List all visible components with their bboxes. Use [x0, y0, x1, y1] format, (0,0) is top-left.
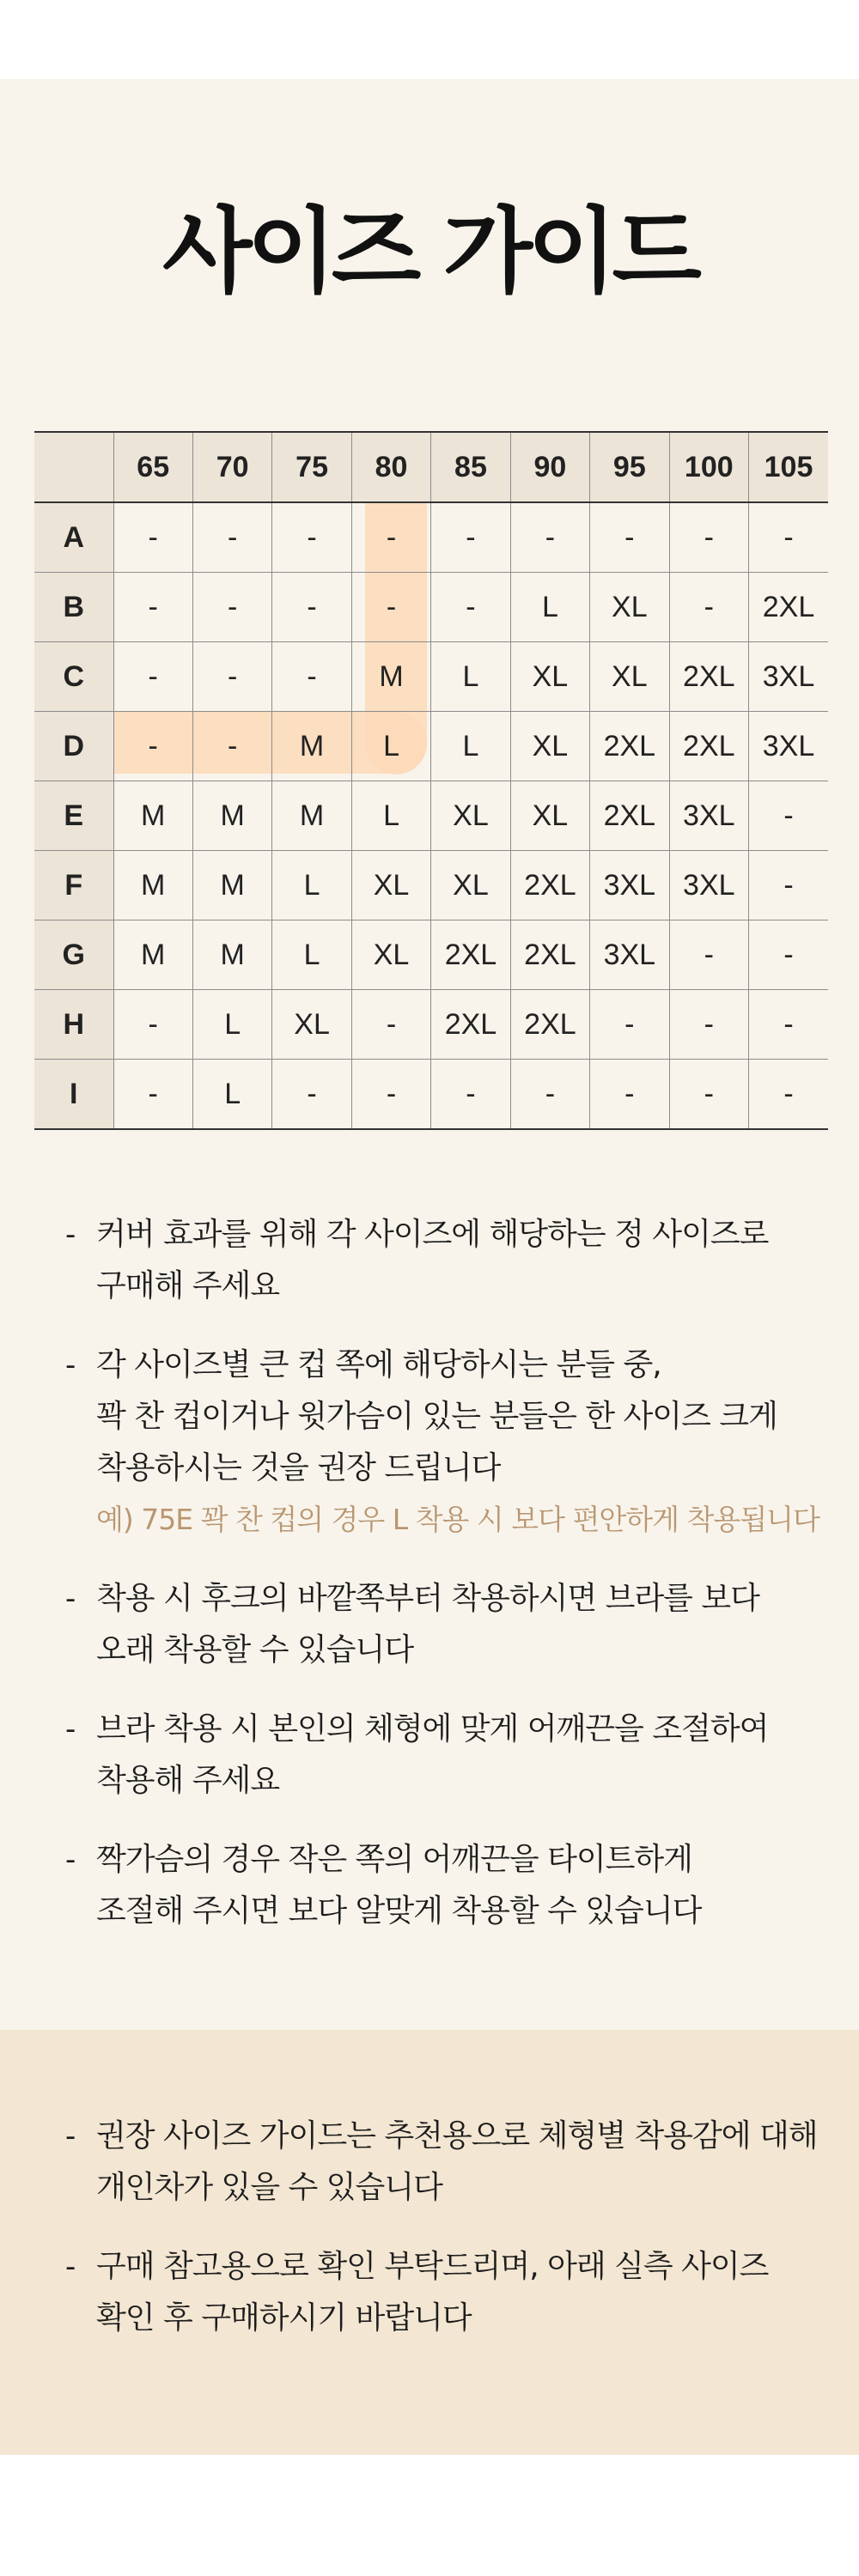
table-cell: XL	[590, 642, 669, 712]
bottom-spacer	[0, 2455, 859, 2576]
size-table-container	[34, 431, 828, 1130]
table-row	[34, 502, 828, 573]
table-cell: XL	[510, 781, 589, 851]
table-cell: -	[113, 502, 192, 573]
column-header: 65	[113, 432, 192, 502]
table-cell: XL	[590, 573, 669, 642]
table-cell: -	[510, 502, 589, 573]
table-cell: XL	[351, 851, 430, 920]
table-cell: XL	[510, 642, 589, 712]
table-row	[34, 712, 828, 781]
row-header: A	[34, 502, 113, 573]
column-header: 70	[192, 432, 271, 502]
table-row	[34, 990, 828, 1060]
table-cell: -	[113, 1060, 192, 1130]
row-header: B	[34, 573, 113, 642]
note-text: 개인차가 있을 수 있습니다	[96, 2170, 442, 2205]
table-body	[34, 502, 828, 1129]
note-item	[65, 1704, 821, 1807]
table-row	[34, 642, 828, 712]
table-cell: -	[669, 573, 748, 642]
table-cell: 2XL	[669, 712, 748, 781]
note-item	[65, 1209, 821, 1312]
note-text: 확인 후 구매하시기 바랍니다	[96, 2300, 472, 2336]
table-cell: M	[113, 920, 192, 990]
note-text: 착용하시는 것을 권장 드립니다	[96, 1450, 501, 1485]
table-cell: -	[590, 990, 669, 1060]
table-cell: -	[351, 990, 430, 1060]
note-text: 권장 사이즈 가이드는 추천용으로 체형별 착용감에 대해	[96, 2118, 818, 2154]
note-text: 오래 착용할 수 있습니다	[96, 1632, 414, 1668]
column-header: 95	[590, 432, 669, 502]
table-cell: 3XL	[669, 851, 748, 920]
table-cell: -	[510, 1060, 589, 1130]
note-text: 커버 효과를 위해 각 사이즈에 해당하는 정 사이즈로	[96, 1217, 769, 1252]
table-cell: 2XL	[431, 920, 510, 990]
table-cell: 2XL	[510, 920, 589, 990]
row-header: I	[34, 1060, 113, 1130]
table-cell: -	[272, 642, 351, 712]
table-cell: 2XL	[510, 851, 589, 920]
table-corner-cell	[34, 432, 113, 502]
table-cell: -	[669, 920, 748, 990]
row-header: D	[34, 712, 113, 781]
table-cell: -	[749, 990, 829, 1060]
table-cell: 2XL	[590, 712, 669, 781]
table-row	[34, 851, 828, 920]
table-cell: -	[669, 502, 748, 573]
table-cell: -	[113, 712, 192, 781]
table-cell: L	[351, 781, 430, 851]
table-cell: -	[192, 712, 271, 781]
table-cell: L	[192, 990, 271, 1060]
table-cell: 3XL	[749, 642, 829, 712]
table-cell: L	[351, 712, 430, 781]
table-cell: -	[431, 573, 510, 642]
table-cell: 2XL	[590, 781, 669, 851]
table-row	[34, 920, 828, 990]
row-header: C	[34, 642, 113, 712]
table-cell: 2XL	[749, 573, 829, 642]
table-cell: 2XL	[669, 642, 748, 712]
table-cell: M	[272, 781, 351, 851]
note-text: 구매 참고용으로 확인 부탁드리며, 아래 실측 사이즈	[96, 2249, 769, 2284]
table-cell: -	[749, 1060, 829, 1130]
dash-bullet: -	[65, 2250, 76, 2284]
table-cell: -	[113, 990, 192, 1060]
table-cell: M	[113, 781, 192, 851]
table-cell: 3XL	[590, 851, 669, 920]
note-text: 꽉 찬 컵이거나 윗가슴이 있는 분들은 한 사이즈 크게	[96, 1399, 777, 1434]
table-cell: -	[749, 502, 829, 573]
dash-bullet: -	[65, 2119, 76, 2154]
page-title: 사이즈 가이드	[162, 198, 697, 306]
note-text: 조절해 주시면 보다 알맞게 착용할 수 있습니다	[96, 1893, 702, 1929]
table-cell: 3XL	[749, 712, 829, 781]
table-cell: M	[272, 712, 351, 781]
table-cell: -	[192, 573, 271, 642]
table-cell: L	[431, 642, 510, 712]
fitting-notes	[65, 1209, 821, 1965]
dash-bullet: -	[65, 1348, 76, 1382]
note-text: 착용 시 후크의 바깥쪽부터 착용하시면 브라를 보다	[96, 1581, 759, 1616]
table-cell: L	[192, 1060, 271, 1130]
table-cell: 3XL	[590, 920, 669, 990]
table-cell: L	[272, 920, 351, 990]
table-cell: -	[272, 573, 351, 642]
table-cell: -	[590, 502, 669, 573]
table-cell: -	[590, 1060, 669, 1130]
table-cell: M	[113, 851, 192, 920]
column-header: 105	[749, 432, 829, 502]
table-cell: -	[192, 642, 271, 712]
table-cell: L	[431, 712, 510, 781]
table-cell: M	[192, 920, 271, 990]
table-cell: -	[192, 502, 271, 573]
note-item	[65, 2241, 821, 2344]
dash-bullet: -	[65, 1218, 76, 1252]
table-cell: -	[351, 1060, 430, 1130]
table-cell: -	[431, 502, 510, 573]
table-cell: -	[749, 920, 829, 990]
column-header: 80	[351, 432, 430, 502]
table-row	[34, 573, 828, 642]
table-cell: -	[351, 573, 430, 642]
note-text: 짝가슴의 경우 작은 쪽의 어깨끈을 타이트하게	[96, 1842, 692, 1877]
dash-bullet: -	[65, 1843, 76, 1877]
dash-bullet: -	[65, 1712, 76, 1747]
note-text: 구매해 주세요	[96, 1268, 280, 1303]
row-header: F	[34, 851, 113, 920]
table-cell: M	[192, 851, 271, 920]
table-header-row	[34, 432, 828, 502]
note-item	[65, 1573, 821, 1676]
note-text: 브라 착용 시 본인의 체형에 맞게 어깨끈을 조절하여	[96, 1711, 769, 1747]
table-cell: XL	[431, 781, 510, 851]
table-cell: L	[272, 851, 351, 920]
table-cell: XL	[431, 851, 510, 920]
note-item	[65, 2111, 821, 2214]
table-cell: 2XL	[510, 990, 589, 1060]
table-cell: -	[113, 642, 192, 712]
note-text: 착용해 주세요	[96, 1763, 280, 1798]
table-cell: -	[749, 781, 829, 851]
column-header: 85	[431, 432, 510, 502]
table-cell: -	[669, 990, 748, 1060]
table-cell: XL	[510, 712, 589, 781]
row-header: E	[34, 781, 113, 851]
dash-bullet: -	[65, 1582, 76, 1616]
note-example: 예) 75E 꽉 찬 컵의 경우 L 착용 시 보다 편안하게 착용됩니다	[96, 1503, 819, 1536]
table-cell: M	[351, 642, 430, 712]
table-cell: 3XL	[669, 781, 748, 851]
column-header: 75	[272, 432, 351, 502]
table-cell: -	[272, 1060, 351, 1130]
notice-notes	[65, 2111, 821, 2372]
table-row	[34, 781, 828, 851]
table-cell: -	[272, 502, 351, 573]
size-table	[34, 431, 828, 1130]
note-item	[65, 1340, 821, 1546]
table-cell: -	[749, 851, 829, 920]
table-cell: -	[431, 1060, 510, 1130]
table-cell: -	[669, 1060, 748, 1130]
column-header: 90	[510, 432, 589, 502]
table-row	[34, 1060, 828, 1130]
row-header: H	[34, 990, 113, 1060]
top-spacer	[0, 0, 859, 79]
note-item	[65, 1834, 821, 1937]
table-cell: -	[351, 502, 430, 573]
note-text: 각 사이즈별 큰 컵 쪽에 해당하시는 분들 중,	[96, 1347, 661, 1382]
table-cell: L	[510, 573, 589, 642]
table-cell: -	[113, 573, 192, 642]
column-header: 100	[669, 432, 748, 502]
table-cell: XL	[272, 990, 351, 1060]
table-cell: 2XL	[431, 990, 510, 1060]
table-cell: M	[192, 781, 271, 851]
table-cell: XL	[351, 920, 430, 990]
row-header: G	[34, 920, 113, 990]
